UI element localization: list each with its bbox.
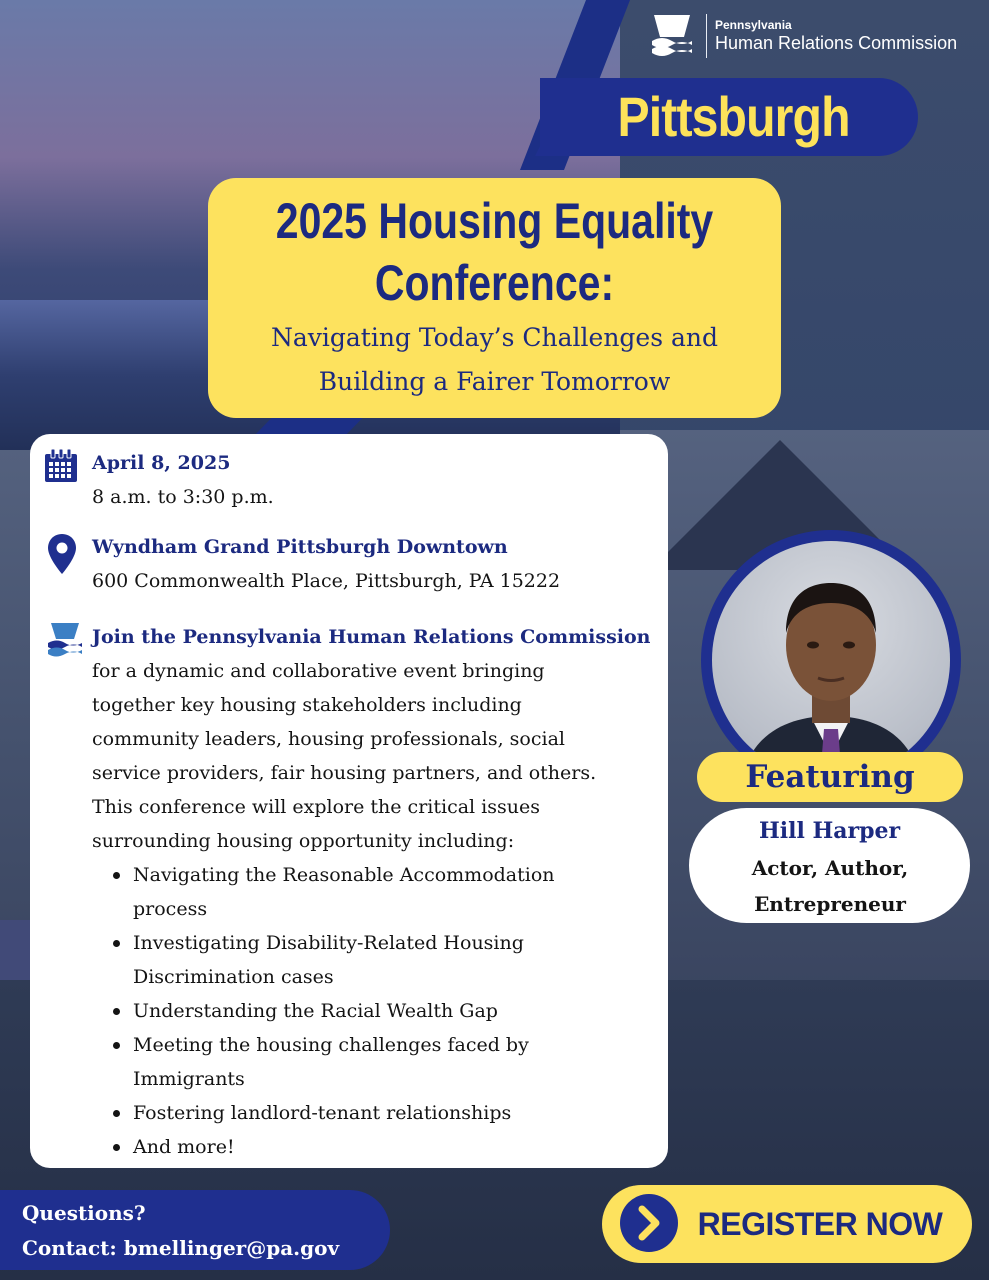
conference-subtitle	[208, 316, 781, 404]
description-lead: Join the Pennsylvania Human Relations Commission	[92, 626, 651, 648]
speaker-portrait-illustration	[712, 541, 950, 779]
logo-divider	[706, 14, 707, 58]
topic-item: Fostering landlord-tenant relationships	[110, 1096, 630, 1130]
description-line: service providers, fair housing partners, and others.	[92, 762, 597, 784]
logo-wordmark	[715, 18, 957, 54]
phrc-logo	[648, 12, 968, 60]
register-now-label[interactable]: REGISTER NOW	[697, 1206, 943, 1242]
keystone-icon	[648, 13, 696, 59]
title-line-1: 2025 Housing Equality	[275, 193, 714, 249]
venue-name: Wyndham Grand Pittsburgh Downtown	[92, 536, 508, 558]
topic-item: And more!	[110, 1130, 630, 1164]
chevron-right-icon	[620, 1194, 678, 1252]
description-line: This conference will explore the critical issues	[92, 796, 540, 818]
speaker-role-line-2: Entrepreneur	[754, 892, 906, 916]
description-line: surrounding housing opportunity including:	[92, 830, 515, 852]
description-line: together key housing stakeholders including	[92, 694, 522, 716]
topic-item: Understanding the Racial Wealth Gap	[110, 994, 630, 1028]
description-line: for a dynamic and collaborative event bringing	[92, 660, 545, 682]
register-arrow-circle[interactable]	[620, 1194, 678, 1252]
description-paragraph	[92, 654, 652, 858]
event-date: April 8, 2025	[92, 452, 231, 474]
location-pin-icon	[47, 533, 77, 575]
subtitle-line-2: Building a Fairer Tomorrow	[318, 367, 671, 396]
topic-item: Meeting the housing challenges faced by Immigrants	[110, 1028, 573, 1096]
calendar-icon	[43, 448, 79, 484]
featuring-label: Featuring	[745, 759, 915, 795]
topic-item: Investigating Disability-Related Housing Discrimination cases	[110, 926, 573, 994]
conference-title	[260, 190, 730, 314]
title-line-2: Conference:	[374, 255, 615, 311]
topic-item: Navigating the Reasonable Accommodation process	[110, 858, 593, 926]
city-name: Pittsburgh	[617, 85, 850, 148]
contact-email[interactable]: Contact: bmellinger@pa.gov	[22, 1236, 340, 1260]
logo-line-1: Pennsylvania	[715, 18, 792, 32]
event-time: 8 a.m. to 3:30 p.m.	[92, 486, 274, 508]
description-line: community leaders, housing professionals, social	[92, 728, 565, 750]
speaker-role	[730, 850, 930, 922]
logo-line-2: Human Relations Commission	[715, 33, 958, 53]
contact-question: Questions?	[22, 1201, 146, 1225]
speaker-role-line-1: Actor, Author,	[751, 856, 909, 880]
speaker-name: Hill Harper	[758, 818, 901, 844]
speaker-photo	[712, 541, 950, 779]
keystone-icon	[46, 622, 84, 658]
topics-list	[110, 858, 630, 1164]
venue-address: 600 Commonwealth Place, Pittsburgh, PA 15222	[92, 570, 561, 592]
subtitle-line-1: Navigating Today’s Challenges and	[270, 323, 719, 352]
